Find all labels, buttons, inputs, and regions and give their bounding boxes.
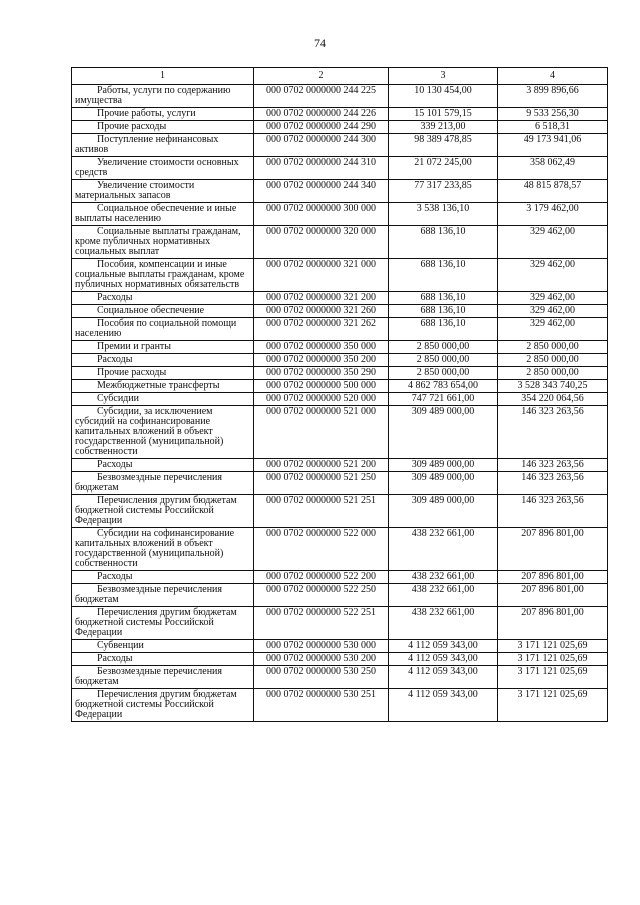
row-name: Расходы [97, 653, 133, 664]
value-col3: 438 232 661,00 [389, 607, 498, 640]
value-col3: 4 112 059 343,00 [389, 653, 498, 666]
table-row [72, 640, 608, 653]
table-row [72, 292, 608, 305]
table-row [72, 121, 608, 134]
value-col4: 3 171 121 025,69 [498, 689, 608, 722]
value-col3: 2 850 000,00 [389, 354, 498, 367]
value-col4: 358 062,49 [498, 157, 608, 180]
row-name-cell [72, 367, 254, 380]
row-name-cell [72, 459, 254, 472]
table-row [72, 318, 608, 341]
table-row [72, 259, 608, 292]
budget-code: 000 0702 0000000 500 000 [254, 380, 389, 393]
budget-code: 000 0702 0000000 350 290 [254, 367, 389, 380]
budget-table [71, 67, 608, 722]
value-col4: 329 462,00 [498, 305, 608, 318]
budget-code: 000 0702 0000000 350 000 [254, 341, 389, 354]
row-name-cell [72, 689, 254, 722]
row-name-cell [72, 472, 254, 495]
budget-code: 000 0702 0000000 530 251 [254, 689, 389, 722]
budget-code: 000 0702 0000000 244 226 [254, 108, 389, 121]
row-name: Перечисления другим бюджетам бюджетной системы Российской Федерации [75, 689, 237, 720]
table-row [72, 528, 608, 571]
row-name: Безвозмездные перечисления бюджетам [75, 666, 222, 687]
budget-code: 000 0702 0000000 321 000 [254, 259, 389, 292]
budget-code: 000 0702 0000000 321 262 [254, 318, 389, 341]
value-col3: 438 232 661,00 [389, 571, 498, 584]
row-name: Расходы [97, 459, 133, 470]
row-name: Социальные выплаты гражданам, кроме публичных нормативных социальных выплат [75, 226, 241, 257]
budget-code: 000 0702 0000000 530 000 [254, 640, 389, 653]
budget-code: 000 0702 0000000 320 000 [254, 226, 389, 259]
table-row [72, 85, 608, 108]
value-col4: 3 171 121 025,69 [498, 653, 608, 666]
row-name: Безвозмездные перечисления бюджетам [75, 472, 222, 493]
budget-code: 000 0702 0000000 300 000 [254, 203, 389, 226]
table-row [72, 367, 608, 380]
value-col4: 6 518,31 [498, 121, 608, 134]
value-col4: 354 220 064,56 [498, 393, 608, 406]
row-name: Межбюджетные трансферты [97, 380, 220, 391]
value-col3: 688 136,10 [389, 226, 498, 259]
value-col4: 146 323 263,56 [498, 459, 608, 472]
budget-code: 000 0702 0000000 244 340 [254, 180, 389, 203]
value-col4: 3 899 896,66 [498, 85, 608, 108]
column-header-1: 1 [72, 68, 254, 85]
table-row [72, 584, 608, 607]
budget-code: 000 0702 0000000 522 200 [254, 571, 389, 584]
value-col3: 309 489 000,00 [389, 459, 498, 472]
value-col4: 329 462,00 [498, 259, 608, 292]
row-name: Пособия, компенсации и иные социальные выплаты гражданам, кроме публичных нормативных обязательств [75, 259, 245, 290]
value-col3: 15 101 579,15 [389, 108, 498, 121]
value-col4: 3 528 343 740,25 [498, 380, 608, 393]
value-col4: 2 850 000,00 [498, 367, 608, 380]
row-name: Субсидии, за исключением субсидий на софинансирование капитальных вложений в объект государственной (муниципальной) собственности [75, 406, 224, 457]
value-col4: 207 896 801,00 [498, 607, 608, 640]
row-name-cell [72, 584, 254, 607]
row-name-cell [72, 607, 254, 640]
table-row [72, 689, 608, 722]
table-row [72, 666, 608, 689]
budget-code: 000 0702 0000000 530 200 [254, 653, 389, 666]
row-name-cell [72, 406, 254, 459]
value-col3: 4 112 059 343,00 [389, 689, 498, 722]
row-name-cell [72, 121, 254, 134]
row-name: Поступление нефинансовых активов [75, 134, 219, 155]
budget-code: 000 0702 0000000 520 000 [254, 393, 389, 406]
value-col3: 2 850 000,00 [389, 341, 498, 354]
value-col4: 329 462,00 [498, 226, 608, 259]
value-col3: 438 232 661,00 [389, 584, 498, 607]
value-col3: 2 850 000,00 [389, 367, 498, 380]
row-name-cell [72, 495, 254, 528]
row-name-cell [72, 666, 254, 689]
row-name: Безвозмездные перечисления бюджетам [75, 584, 222, 605]
value-col4: 3 179 462,00 [498, 203, 608, 226]
value-col3: 688 136,10 [389, 292, 498, 305]
row-name: Пособия по социальной помощи населению [75, 318, 237, 339]
value-col3: 309 489 000,00 [389, 472, 498, 495]
table-row [72, 305, 608, 318]
table-row [72, 472, 608, 495]
value-col4: 2 850 000,00 [498, 341, 608, 354]
row-name-cell [72, 653, 254, 666]
value-col3: 3 538 136,10 [389, 203, 498, 226]
row-name-cell [72, 203, 254, 226]
value-col4: 3 171 121 025,69 [498, 640, 608, 653]
row-name: Увеличение стоимости материальных запасов [75, 180, 195, 201]
value-col4: 146 323 263,56 [498, 495, 608, 528]
value-col3: 4 112 059 343,00 [389, 640, 498, 653]
table-row [72, 393, 608, 406]
value-col4: 146 323 263,56 [498, 472, 608, 495]
row-name: Субсидии на софинансирование капитальных вложений в объект государственной (муниципальной) собственности [75, 528, 235, 569]
row-name-cell [72, 393, 254, 406]
value-col3: 688 136,10 [389, 318, 498, 341]
budget-code: 000 0702 0000000 521 250 [254, 472, 389, 495]
value-col4: 207 896 801,00 [498, 528, 608, 571]
column-header-4: 4 [498, 68, 608, 85]
table-header [72, 68, 608, 85]
value-col4: 207 896 801,00 [498, 571, 608, 584]
row-name: Субвенции [97, 640, 144, 651]
value-col4: 49 173 941,06 [498, 134, 608, 157]
row-name: Прочие расходы [97, 121, 167, 132]
budget-code: 000 0702 0000000 530 250 [254, 666, 389, 689]
row-name: Социальное обеспечение [97, 305, 205, 316]
row-name-cell [72, 571, 254, 584]
row-name-cell [72, 305, 254, 318]
column-header-2: 2 [254, 68, 389, 85]
budget-code: 000 0702 0000000 521 000 [254, 406, 389, 459]
table-row [72, 157, 608, 180]
row-name: Перечисления другим бюджетам бюджетной системы Российской Федерации [75, 495, 237, 526]
table-row [72, 226, 608, 259]
value-col3: 98 389 478,85 [389, 134, 498, 157]
value-col3: 309 489 000,00 [389, 406, 498, 459]
row-name: Субсидии [97, 393, 139, 404]
table-row [72, 354, 608, 367]
budget-code: 000 0702 0000000 244 225 [254, 85, 389, 108]
row-name-cell [72, 180, 254, 203]
value-col3: 339 213,00 [389, 121, 498, 134]
table-row [72, 459, 608, 472]
value-col4: 2 850 000,00 [498, 354, 608, 367]
value-col3: 77 317 233,85 [389, 180, 498, 203]
row-name: Прочие работы, услуги [97, 108, 196, 119]
value-col3: 10 130 454,00 [389, 85, 498, 108]
row-name-cell [72, 85, 254, 108]
table-row [72, 341, 608, 354]
value-col3: 438 232 661,00 [389, 528, 498, 571]
row-name-cell [72, 259, 254, 292]
budget-code: 000 0702 0000000 321 200 [254, 292, 389, 305]
row-name: Расходы [97, 571, 133, 582]
budget-code: 000 0702 0000000 522 000 [254, 528, 389, 571]
value-col4: 48 815 878,57 [498, 180, 608, 203]
value-col4: 329 462,00 [498, 318, 608, 341]
row-name-cell [72, 134, 254, 157]
value-col3: 747 721 661,00 [389, 393, 498, 406]
value-col4: 3 171 121 025,69 [498, 666, 608, 689]
row-name: Прочие расходы [97, 367, 167, 378]
budget-code: 000 0702 0000000 350 200 [254, 354, 389, 367]
row-name: Работы, услуги по содержанию имущества [75, 85, 231, 106]
budget-code: 000 0702 0000000 244 300 [254, 134, 389, 157]
row-name: Увеличение стоимости основных средств [75, 157, 239, 178]
table-row [72, 108, 608, 121]
row-name-cell [72, 341, 254, 354]
table-row [72, 406, 608, 459]
header-row [72, 68, 608, 85]
table-row [72, 495, 608, 528]
row-name-cell [72, 292, 254, 305]
budget-code: 000 0702 0000000 521 251 [254, 495, 389, 528]
value-col4: 329 462,00 [498, 292, 608, 305]
table-row [72, 380, 608, 393]
table-row [72, 134, 608, 157]
value-col3: 4 112 059 343,00 [389, 666, 498, 689]
row-name-cell [72, 157, 254, 180]
table-row [72, 607, 608, 640]
table-row [72, 571, 608, 584]
table-row [72, 203, 608, 226]
budget-code: 000 0702 0000000 244 310 [254, 157, 389, 180]
row-name-cell [72, 380, 254, 393]
budget-code: 000 0702 0000000 521 200 [254, 459, 389, 472]
row-name-cell [72, 318, 254, 341]
table-row [72, 653, 608, 666]
value-col4: 146 323 263,56 [498, 406, 608, 459]
row-name: Премии и гранты [97, 341, 172, 352]
value-col3: 309 489 000,00 [389, 495, 498, 528]
budget-code: 000 0702 0000000 321 260 [254, 305, 389, 318]
value-col3: 4 862 783 654,00 [389, 380, 498, 393]
page-number: 74 [314, 36, 326, 50]
value-col3: 688 136,10 [389, 305, 498, 318]
row-name: Расходы [97, 354, 133, 365]
row-name-cell [72, 108, 254, 121]
row-name: Социальное обеспечение и иные выплаты населению [75, 203, 237, 224]
budget-code: 000 0702 0000000 522 250 [254, 584, 389, 607]
value-col4: 207 896 801,00 [498, 584, 608, 607]
table-row [72, 180, 608, 203]
value-col4: 9 533 256,30 [498, 108, 608, 121]
value-col3: 21 072 245,00 [389, 157, 498, 180]
budget-code: 000 0702 0000000 244 290 [254, 121, 389, 134]
row-name: Расходы [97, 292, 133, 303]
table-body [72, 85, 608, 722]
value-col3: 688 136,10 [389, 259, 498, 292]
row-name: Перечисления другим бюджетам бюджетной системы Российской Федерации [75, 607, 237, 638]
budget-code: 000 0702 0000000 522 251 [254, 607, 389, 640]
row-name-cell [72, 640, 254, 653]
row-name-cell [72, 354, 254, 367]
row-name-cell [72, 528, 254, 571]
column-header-3: 3 [389, 68, 498, 85]
row-name-cell [72, 226, 254, 259]
